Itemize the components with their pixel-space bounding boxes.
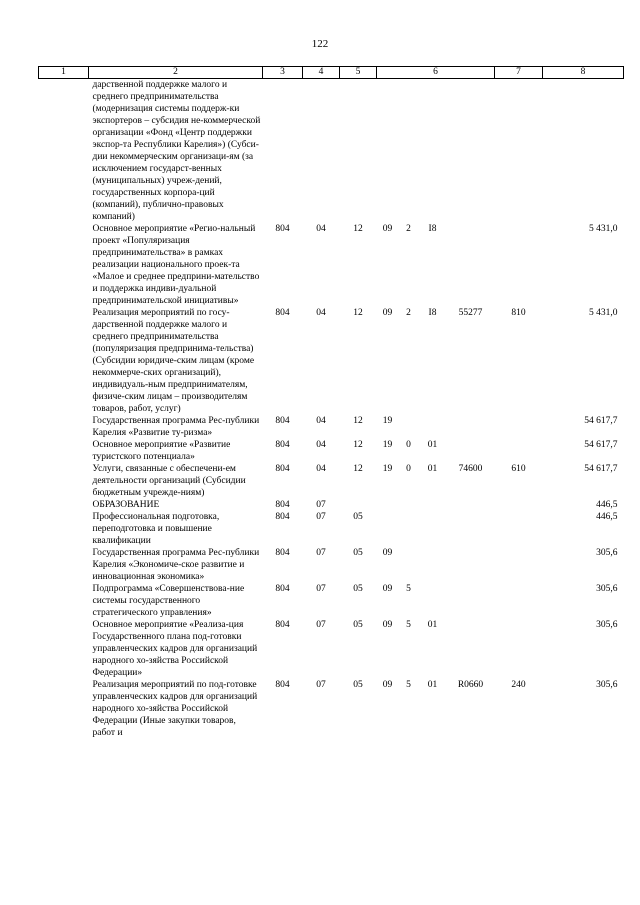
row-subprogram-code: 5 [406, 620, 411, 630]
table-body [39, 79, 624, 740]
row-amount: 5 431,0 [589, 224, 618, 234]
row-amount: 305,6 [596, 584, 618, 594]
row-section-code: 04 [316, 464, 326, 474]
table-row [39, 415, 624, 439]
row-activity-code: 01 [427, 464, 438, 474]
row-name: Основное мероприятие «Регио-нальный проект «Популяризация предпринимательства» в рамках реализации национального проек-та «Малое и среднее предприни-мательство и поддержка индиви-дуальной предпринимательской инициативы» [92, 224, 260, 306]
row-expense-type: 610 [511, 464, 526, 474]
header-col-2: 2 [89, 67, 263, 79]
header-col-4: 4 [303, 67, 340, 79]
table-row [39, 223, 624, 307]
row-name: Основное мероприятие «Развитие туристского потенциала» [92, 440, 231, 462]
row-name: Государственная программа Рес-публики Карелия «Развитие ту-ризма» [92, 416, 260, 438]
row-ministry-code: 804 [275, 584, 290, 594]
row-expense-type: 810 [511, 308, 526, 318]
row-section-code: 07 [316, 500, 326, 510]
row-direction-code [447, 439, 495, 463]
budget-table [38, 66, 624, 739]
row-program-code: 19 [382, 440, 393, 450]
row-subprogram-code: 5 [406, 584, 411, 594]
table-row [39, 511, 624, 547]
row-activity-code: I8 [428, 308, 437, 318]
row-direction-code [447, 619, 495, 679]
row-amount: 446,5 [596, 512, 618, 522]
row-expense-type [495, 583, 543, 619]
row-subsection-code: 05 [353, 620, 363, 630]
row-col-1 [39, 511, 89, 547]
row-section-code: 07 [316, 620, 326, 630]
row-subsection-code: 05 [353, 680, 363, 690]
row-expense-type [495, 223, 543, 307]
row-direction-code: 55277 [458, 308, 483, 318]
row-program-code: 19 [382, 416, 393, 426]
row-activity-code [419, 583, 447, 619]
row-expense-type: 240 [511, 680, 526, 690]
row-section-code: 04 [316, 440, 326, 450]
row-amount: 446,5 [596, 500, 618, 510]
row-program-code: 09 [382, 584, 393, 594]
row-ministry-code [263, 79, 303, 224]
row-program-code: 09 [382, 308, 393, 318]
row-direction-code: 74600 [458, 464, 483, 474]
table-row [39, 547, 624, 583]
row-expense-type [495, 619, 543, 679]
table-row [39, 439, 624, 463]
page-number: 122 [311, 38, 329, 50]
row-amount: 305,6 [596, 680, 618, 690]
row-amount: 5 431,0 [589, 308, 618, 318]
row-section-code: 07 [316, 680, 326, 690]
row-ministry-code: 804 [275, 548, 290, 558]
row-direction-code [447, 583, 495, 619]
row-program-code: 09 [382, 620, 393, 630]
row-expense-type [495, 439, 543, 463]
row-ministry-code: 804 [275, 224, 290, 234]
row-activity-code [419, 415, 447, 439]
row-expense-type [495, 79, 543, 224]
row-subsection-code: 05 [353, 512, 363, 522]
row-name: Основное мероприятие «Реализа-ция Государственного плана под-готовки управленческих кадров для организаций народного хо-зяйства Российской Федерации» [92, 620, 258, 678]
row-program-code: 09 [382, 680, 393, 690]
row-expense-type [495, 511, 543, 547]
row-activity-code: 01 [427, 440, 438, 450]
header-col-3: 3 [263, 67, 303, 79]
row-expense-type [495, 415, 543, 439]
header-col-7: 7 [495, 67, 543, 79]
row-section-code: 04 [316, 416, 326, 426]
row-subsection-code: 12 [353, 224, 363, 234]
row-subsection-code [340, 499, 377, 511]
header-col-8: 8 [543, 67, 624, 79]
row-name: Подпрограмма «Совершенствова-ние системы государственного стратегического управления» [92, 584, 245, 618]
row-subsection-code: 12 [353, 440, 363, 450]
row-col-1 [39, 223, 89, 307]
row-subsection-code [340, 79, 377, 224]
row-ministry-code: 804 [275, 416, 290, 426]
table-row [39, 619, 624, 679]
row-section-code: 07 [316, 512, 326, 522]
row-activity-code [419, 79, 447, 224]
row-name: Государственная программа Рес-публики Карелия «Экономиче-ское развитие и инновационная экономика» [92, 548, 260, 582]
row-subsection-code: 12 [353, 308, 363, 318]
table-row [39, 307, 624, 415]
row-activity-code [419, 511, 447, 547]
row-direction-code [447, 511, 495, 547]
row-ministry-code: 804 [275, 440, 290, 450]
row-col-1 [39, 415, 89, 439]
row-amount: 54 617,7 [584, 464, 618, 474]
row-subprogram-code: 2 [406, 308, 411, 318]
row-col-1 [39, 463, 89, 499]
row-activity-code: I8 [428, 224, 437, 234]
row-ministry-code: 804 [275, 620, 290, 630]
row-direction-code: R0660 [457, 680, 484, 690]
row-amount: 54 617,7 [584, 416, 618, 426]
row-amount: 54 617,7 [584, 440, 618, 450]
table-row [39, 499, 624, 511]
row-subprogram-code: 2 [406, 224, 411, 234]
row-expense-type [495, 547, 543, 583]
row-activity-code: 01 [427, 680, 438, 690]
row-name: Реализация мероприятий по под-готовке управленческих кадров для организаций народного хо-зяйства Российской Федерации (Иные закупки товаров, работ и [92, 680, 258, 738]
row-ministry-code: 804 [275, 512, 290, 522]
row-subprogram-code: 0 [406, 464, 411, 474]
row-col-1 [39, 679, 89, 739]
row-section-code [303, 79, 340, 224]
row-section-code: 07 [316, 584, 326, 594]
row-program-code [377, 499, 399, 511]
row-program-code [377, 79, 399, 224]
row-direction-code [447, 415, 495, 439]
row-subsection-code: 05 [353, 584, 363, 594]
row-expense-type [495, 499, 543, 511]
row-name: Услуги, связанные с обеспечени-ем деятельности организаций (Субсидии бюджетным учрежде-ниям) [92, 464, 246, 498]
row-ministry-code: 804 [275, 464, 290, 474]
row-col-1 [39, 79, 89, 224]
row-direction-code [447, 223, 495, 307]
row-subprogram-code: 5 [406, 680, 411, 690]
table-row [39, 79, 624, 224]
row-direction-code [447, 547, 495, 583]
row-ministry-code: 804 [275, 308, 290, 318]
row-subprogram-code: 0 [406, 440, 411, 450]
header-col-5: 5 [340, 67, 377, 79]
row-amount: 305,6 [596, 620, 618, 630]
row-subsection-code: 05 [353, 548, 363, 558]
row-subprogram-code [399, 547, 419, 583]
row-program-code: 09 [382, 548, 393, 558]
table-row [39, 463, 624, 499]
row-section-code: 07 [316, 548, 326, 558]
row-program-code: 19 [382, 464, 393, 474]
row-subprogram-code [399, 499, 419, 511]
row-subprogram-code [399, 79, 419, 224]
row-section-code: 04 [316, 224, 326, 234]
row-name: Профессиональная подготовка, переподготовка и повышение квалификации [92, 512, 220, 546]
table-row [39, 583, 624, 619]
row-col-1 [39, 499, 89, 511]
row-program-code: 09 [382, 224, 393, 234]
row-subprogram-code [399, 415, 419, 439]
row-name: Реализация мероприятий по госу-дарственной поддержке малого и среднего предпринимательства (популяризация предпринима-тельства) (Субсидии юридиче-ским лицам (кроме некоммерче-ских организаций), индивидуаль-ным предпринимателям, физиче-ским лицам – производителям товаров, работ, услуг) [92, 308, 255, 414]
row-subprogram-code [399, 511, 419, 547]
row-activity-code: 01 [427, 620, 438, 630]
table-row [39, 679, 624, 739]
row-ministry-code: 804 [275, 680, 290, 690]
row-col-1 [39, 307, 89, 415]
row-col-1 [39, 439, 89, 463]
row-col-1 [39, 547, 89, 583]
budget-table-sheet [38, 66, 623, 739]
row-subsection-code: 12 [353, 464, 363, 474]
row-direction-code [447, 79, 495, 224]
row-program-code [377, 511, 399, 547]
row-amount: 305,6 [596, 548, 618, 558]
row-activity-code [419, 499, 447, 511]
row-col-1 [39, 583, 89, 619]
row-subsection-code: 12 [353, 416, 363, 426]
header-col-1: 1 [39, 67, 89, 79]
row-name: дарственной поддержке малого и среднего предпринимательства (модернизация системы поддерж-ки экспортеров – субсидия не-коммерческой организации «Фонд «Центр поддержки экспор-та Республики Карелия») (Субси-дии некоммерческим организаци-ям (за исключением государст-венных (муниципальных) учреж-дений, государственных корпора-ций (компаний), публично-правовых компаний) [92, 80, 261, 222]
row-direction-code [447, 499, 495, 511]
header-col-6: 6 [377, 67, 495, 79]
column-number-header [39, 67, 624, 79]
row-amount [543, 79, 624, 224]
row-section-code: 04 [316, 308, 326, 318]
row-name: ОБРАЗОВАНИЕ [92, 500, 160, 510]
row-activity-code [419, 547, 447, 583]
row-col-1 [39, 619, 89, 679]
row-ministry-code: 804 [275, 500, 290, 510]
